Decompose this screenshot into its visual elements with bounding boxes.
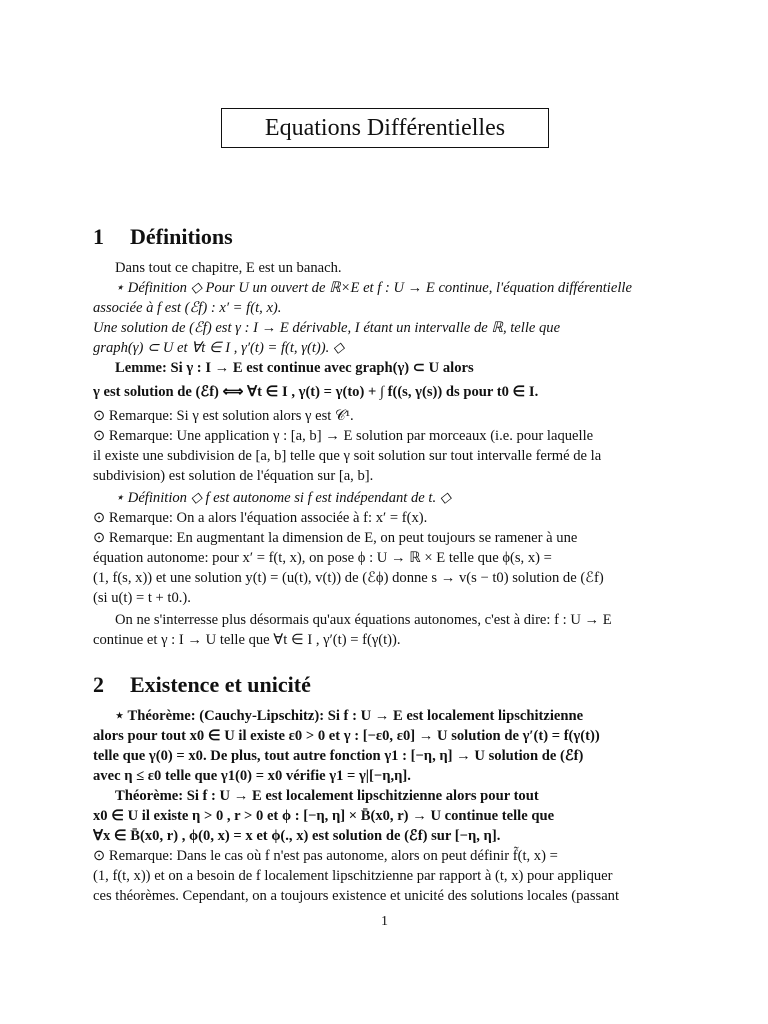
text-line: ∀x ∈ B̄(x0, r) , ϕ(0, x) = x et ϕ(., x) est solution de (ℰf) sur [−η, η]. <box>93 828 501 844</box>
theorems-paragraph <box>93 706 679 906</box>
definitions-paragraph <box>93 258 679 486</box>
text-line: graph(γ) ⊂ U et ∀t ∈ I , γ′(t) = f(t, γ(t)). ◇ <box>93 340 345 356</box>
text-line: ⊙ Remarque: Si γ est solution alors γ est 𝒞¹. <box>93 408 354 424</box>
document-title: Equations Différentielles <box>221 108 549 148</box>
text-line: x0 ∈ U il existe η > 0 , r > 0 et ϕ : [−η, η] × B̄(x0, r) → U continue telle que <box>93 808 555 824</box>
section-heading-existence <box>93 672 311 698</box>
autonomous-equations-paragraph <box>93 610 679 650</box>
document-page <box>93 0 679 1024</box>
section-title: Définitions <box>130 224 233 249</box>
text-line: ⋆ Théorème: (Cauchy-Lipschitz): Si f : U → E est localement lipschitzienne <box>115 708 584 724</box>
page-number: 1 <box>381 914 388 929</box>
text-line: ⊙ Remarque: Dans le cas où f n'est pas autonome, alors on peut définir f̃(t, x) = <box>93 848 558 864</box>
text-line: il existe une subdivision de [a, b] telle que γ soit solution sur tout intervalle fermé de la <box>93 448 602 464</box>
section-title: Existence et unicité <box>130 672 311 697</box>
text-line: continue et γ : I → U telle que ∀t ∈ I , γ′(t) = f(γ(t)). <box>93 632 401 648</box>
text-line: ⊙ Remarque: En augmentant la dimension de E, on peut toujours se ramener à une <box>93 530 578 546</box>
text-line: ⊙ Remarque: Une application γ : [a, b] → E solution par morceaux (i.e. pour laquelle <box>93 428 594 444</box>
text-line: ⋆ Définition ◇ Pour U un ouvert de ℝ×E et f : U → E continue, l'équation différentielle <box>115 280 632 296</box>
section-number: 1 <box>93 224 104 249</box>
text-line: avec η ≤ ε0 telle que γ1(0) = x0 vérifie γ1 = γ|[−η,η]. <box>93 768 411 784</box>
text-line: On ne s'interresse plus désormais qu'aux équations autonomes, c'est à dire: f : U → E <box>115 612 612 628</box>
text-line: Une solution de (ℰf) est γ : I → E dérivable, I étant un intervalle de ℝ, telle que <box>93 320 561 336</box>
text-line: associée à f est (ℰf) : x′ = f(t, x). <box>93 300 282 316</box>
text-line: ⊙ Remarque: On a alors l'équation associée à f: x′ = f(x). <box>93 510 428 526</box>
text-line: Lemme: Si γ : I → E est continue avec graph(γ) ⊂ U alors <box>115 360 474 376</box>
text-line: équation autonome: pour x′ = f(t, x), on pose ϕ : U → ℝ × E telle que ϕ(s, x) = <box>93 550 552 566</box>
text-line: subdivision) est solution de l'équation sur [a, b]. <box>93 468 374 484</box>
autonomous-paragraph <box>93 488 679 608</box>
text-line: γ est solution de (ℰf) ⟺ ∀t ∈ I , γ(t) = γ(to) + ∫ f((s, γ(s)) ds pour t0 ∈ I. <box>93 384 539 400</box>
section-number: 2 <box>93 672 104 697</box>
text-line: (1, f(s, x)) et une solution y(t) = (u(t), v(t)) de (ℰϕ) donne s → v(s − t0) solution de (ℰf) <box>93 570 604 586</box>
text-line: alors pour tout x0 ∈ U il existe ε0 > 0 et γ : [−ε0, ε0] → U solution de γ′(t) = f(γ(t)) <box>93 728 600 744</box>
text-line: Dans tout ce chapitre, E est un banach. <box>115 260 342 276</box>
text-line: Théorème: Si f : U → E est localement lipschitzienne alors pour tout <box>115 788 539 804</box>
section-heading-definitions <box>93 224 233 250</box>
text-line: (si u(t) = t + t0.). <box>93 590 191 606</box>
text-line: ⋆ Définition ◇ f est autonome si f est indépendant de t. ◇ <box>115 490 451 506</box>
text-line: (1, f(t, x)) et on a besoin de f localement lipschitzienne par rapport à (t, x) pour appliquer <box>93 868 613 884</box>
text-line: ces théorèmes. Cependant, on a toujours existence et unicité des solutions locales (passant <box>93 888 620 904</box>
text-line: telle que γ(0) = x0. De plus, tout autre fonction γ1 : [−η, η] → U solution de (ℰf) <box>93 748 584 764</box>
